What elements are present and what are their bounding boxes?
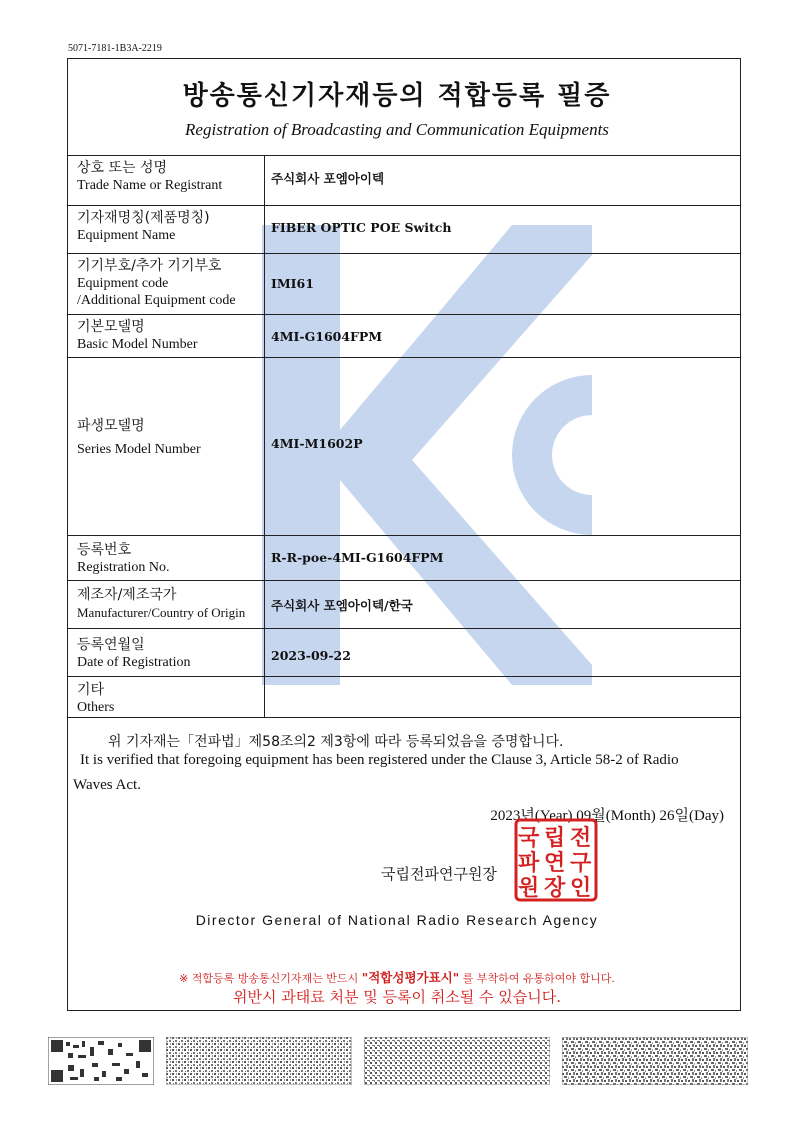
verification-statement-en-cont: Waves Act. bbox=[73, 777, 141, 793]
row-value: 4MI-M1602P bbox=[271, 436, 363, 451]
qr-code-icon bbox=[48, 1037, 154, 1085]
row-label-en: Registration No. bbox=[77, 560, 170, 575]
row-label-en: Others bbox=[77, 700, 115, 715]
verification-statement-en: It is verified that foregoing equipment has been registered under the Clause 3, Article 58-2 of Radio bbox=[80, 752, 679, 768]
svg-text:장: 장 bbox=[544, 876, 566, 901]
title-english: Registration of Broadcasting and Communication Equipments bbox=[185, 120, 609, 139]
director-title: Director General of National Radio Research Agency bbox=[195, 912, 599, 928]
row-label-ko: 등록번호 bbox=[77, 542, 132, 558]
table-row bbox=[67, 357, 741, 535]
row-value: R-R-poe-4MI-G1604FPM bbox=[271, 550, 444, 565]
table-row bbox=[67, 676, 741, 718]
table-row bbox=[67, 314, 741, 357]
row-label-en: Series Model Number bbox=[77, 442, 201, 457]
svg-text:인: 인 bbox=[570, 876, 592, 901]
verification-statement-ko: 위 기자재는「전파법」제58조의2 제3항에 따라 등록되었음을 증명합니다. bbox=[108, 734, 564, 750]
svg-text:원: 원 bbox=[518, 876, 540, 901]
table-row bbox=[67, 205, 741, 253]
row-label-en: Equipment code bbox=[77, 276, 169, 291]
issue-date: 2023년(Year) 09월(Month) 26일(Day) bbox=[490, 808, 724, 824]
notice-suffix: 를 부착하여 유통하여야 합니다. bbox=[462, 972, 615, 985]
notice-penalty: 위반시 과태료 처분 및 등록이 취소될 수 있습니다. bbox=[233, 988, 561, 1006]
barcode-pattern-3 bbox=[562, 1037, 748, 1085]
barcode-pattern-1 bbox=[166, 1037, 352, 1085]
row-value: 2023-09-22 bbox=[271, 648, 351, 663]
table-row bbox=[67, 253, 741, 314]
svg-text:립: 립 bbox=[544, 826, 566, 851]
row-label-ko: 기본모델명 bbox=[77, 319, 145, 335]
row-label-en: Trade Name or Registrant bbox=[77, 178, 223, 193]
row-label-ko: 등록연월일 bbox=[77, 637, 145, 653]
table-row bbox=[67, 580, 741, 628]
row-label-en: Manufacturer/Country of Origin bbox=[77, 605, 246, 620]
notice-label-requirement bbox=[0, 968, 794, 986]
row-label-ko: 기타 bbox=[77, 682, 105, 698]
row-value: 주식회사 포엠아이텍/한국 bbox=[271, 598, 413, 613]
table-row bbox=[67, 155, 741, 205]
svg-text:파: 파 bbox=[518, 851, 540, 876]
notice-prefix: ※ 적합등록 방송통신기자재는 반드시 bbox=[179, 972, 359, 985]
title-korean: 방송통신기자재등의 적합등록 필증 bbox=[182, 81, 612, 111]
svg-text:연: 연 bbox=[544, 851, 566, 876]
svg-text:전: 전 bbox=[570, 826, 592, 851]
row-label-en-2: /Additional Equipment code bbox=[77, 293, 236, 308]
row-label-ko: 상호 또는 성명 bbox=[77, 160, 168, 176]
row-label-ko: 기기부호/추가 기기부호 bbox=[77, 258, 222, 274]
row-label-en: Date of Registration bbox=[77, 655, 191, 670]
barcode-pattern-2 bbox=[364, 1037, 550, 1085]
row-label-en: Equipment Name bbox=[77, 228, 176, 243]
table-row bbox=[67, 535, 741, 580]
notice-highlight: "적합성평가표시" bbox=[361, 970, 460, 985]
document-number: 5071-7181-1B3A-2219 bbox=[68, 43, 162, 54]
svg-text:국: 국 bbox=[518, 826, 540, 851]
column-divider bbox=[264, 155, 265, 718]
official-seal-stamp bbox=[514, 818, 598, 902]
table-row bbox=[67, 628, 741, 676]
svg-text:구: 구 bbox=[570, 851, 592, 876]
issuer-name: 국립전파연구원장 bbox=[381, 865, 497, 883]
row-label-ko: 파생모델명 bbox=[77, 418, 145, 434]
row-value: FIBER OPTIC POE Switch bbox=[271, 220, 452, 235]
row-value: 4MI-G1604FPM bbox=[271, 329, 383, 344]
row-value: 주식회사 포엠아이텍 bbox=[271, 171, 385, 186]
row-value: IMI61 bbox=[271, 276, 314, 291]
row-label-ko: 기자재명칭(제품명칭) bbox=[77, 210, 210, 226]
row-label-en: Basic Model Number bbox=[77, 337, 198, 352]
row-label-ko: 제조자/제조국가 bbox=[77, 587, 177, 603]
